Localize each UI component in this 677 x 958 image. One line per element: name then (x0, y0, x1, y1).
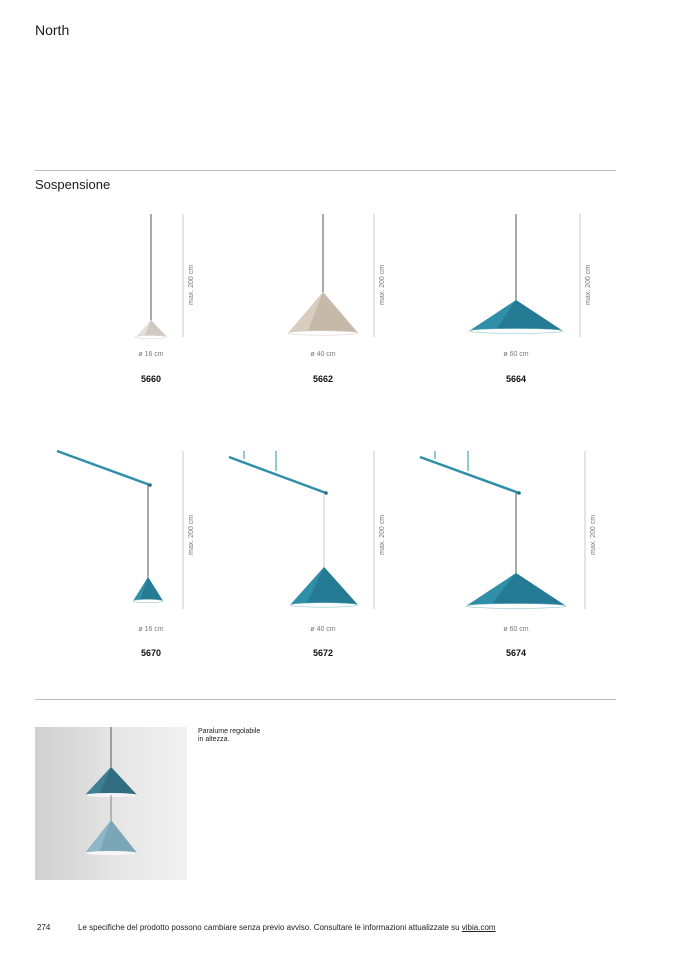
product-code: 5660 (140, 374, 162, 384)
height-label: max. 200 cm (188, 514, 195, 555)
diameter-label: ø 40 cm (310, 351, 336, 358)
divider-top (35, 170, 616, 171)
diameter-label: ø 16 cm (138, 626, 164, 633)
product-code: 5674 (505, 648, 527, 658)
diameter-label: ø 40 cm (310, 626, 336, 633)
height-label: max. 200 cm (585, 264, 592, 305)
footer-text: Le specifiche del prodotto possono cambiare senza previo avviso. Consultare le informazioni attualizzate su (78, 923, 462, 932)
height-label: max. 200 cm (188, 264, 195, 305)
height-label: max. 200 cm (379, 264, 386, 305)
product-5674 (418, 445, 648, 658)
footer-note (78, 923, 496, 932)
diameter-label: ø 60 cm (503, 351, 529, 358)
caption-line: Paralume regolabile (198, 728, 261, 735)
lamp-5674-drawing (418, 445, 648, 615)
page-number: 274 (37, 923, 51, 932)
product-code: 5664 (505, 374, 527, 384)
feature-photo (35, 727, 187, 880)
caption-line: in altezza. (198, 736, 230, 743)
vibia-link[interactable]: vibia.com (461, 923, 496, 932)
height-label: max. 200 cm (590, 514, 597, 555)
feature-caption (198, 728, 260, 744)
product-code: 5672 (312, 648, 334, 658)
height-label: max. 200 cm (379, 514, 386, 555)
lamp-5664-drawing (465, 210, 677, 350)
diameter-label: ø 60 cm (503, 626, 529, 633)
adjustable-lamps-image (35, 727, 187, 880)
product-5664 (465, 210, 677, 420)
product-family-title: North (35, 22, 70, 38)
divider-bottom (35, 699, 616, 700)
product-code: 5670 (140, 648, 162, 658)
product-code: 5662 (312, 374, 334, 384)
section-title: Sospensione (35, 177, 111, 192)
diameter-label: ø 16 cm (138, 351, 164, 358)
